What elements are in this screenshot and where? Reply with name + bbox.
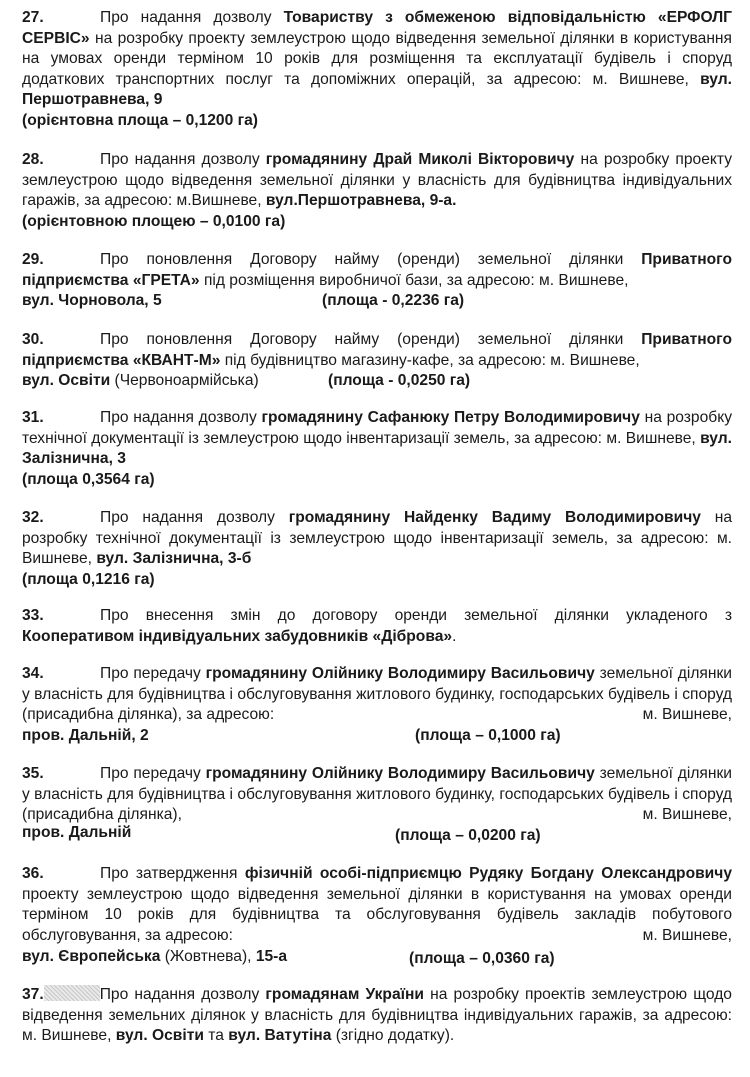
address-line: вул. Європейська (Жовтнева), 15-а (22, 948, 288, 965)
area-value: (площа - 0,2236 га) (322, 292, 465, 309)
applicant-name: фізичній особі-підприємцю Рудяку Богдану Олександровичу (244, 865, 732, 882)
item-number: 36. (22, 865, 44, 882)
applicant-name: громадянину Олійнику Володимиру Васильовичу (205, 665, 595, 682)
applicant-name: Приватного підприємства «ГРЕТА» (22, 251, 732, 289)
item-number: 31. (22, 409, 44, 426)
applicant-name: громадянину Сафанюку Петру Володимировичу (261, 409, 640, 426)
area-value: (орієнтовною площею – 0,0100 га) (22, 212, 286, 230)
area-value: (площа – 0,0360 га) (409, 950, 555, 967)
agenda-item-27 (22, 8, 732, 132)
address: пров. Дальній, 2 (22, 727, 149, 744)
area-value: (площа 0,3564 га) (22, 470, 155, 488)
item-number: 30. (22, 331, 44, 348)
item-number: 37. (22, 986, 44, 1003)
area-value: (орієнтовна площа – 0,1200 га) (22, 111, 258, 129)
address-2: вул. Ватутіна (228, 1027, 332, 1045)
city: м. Вишневе, (642, 927, 732, 944)
item-number: 34. (22, 665, 44, 682)
agenda-item-34 (22, 664, 732, 748)
area-value: (площа – 0,1000 га) (415, 727, 561, 744)
item-number: 35. (22, 765, 44, 782)
agenda-item-32 (22, 508, 732, 590)
agenda-item-37 (22, 985, 732, 1047)
agenda-item-28 (22, 150, 732, 232)
area-value: (площа 0,1216 га) (22, 570, 155, 588)
agenda-item-35 (22, 764, 732, 848)
item-paragraph: 29. Про поновлення Договору найму (оренди) земельної ділянки Приватного підприємства «ГРЕТА» під розміщення виробничої бази, за адресою: м. Вишневе, (22, 251, 732, 289)
address: вул. Першотравнева, 9 (22, 70, 732, 109)
agenda-item-33 (22, 606, 732, 647)
applicant-name: Кооперативом індивідуальних забудовників «Діброва» (22, 627, 453, 645)
area-value: (площа – 0,0200 га) (395, 827, 541, 844)
item-paragraph: 31. Про надання дозволу громадянину Сафанюку Петру Володимировичу на розробку технічної документації із землеустрою щодо інвентаризації земель, за адресою: м. Вишневе, вул. Залізнична, 3 (22, 409, 732, 468)
address: вул. Освіти (115, 1027, 204, 1045)
city: м. Вишневе, (642, 706, 732, 723)
item-number: 32. (22, 509, 44, 526)
address: вул. Залізнична, 3-б (96, 550, 252, 568)
item-paragraph: 32. Про надання дозволу громадянину Найденку Вадиму Володимировичу на розробку технічної документації із землеустрою щодо інвентаризації земель, за адресою: м. Вишневе, вул. Залізнична, 3-б (22, 509, 732, 568)
address-line: вул. Освіти (Червоноармійська) (22, 372, 259, 389)
item-paragraph: 37. Про надання дозволу громадянам України на розробку проектів землеустрою щодо відведення земельних ділянок у власність для будівництва індивідуальних гаражів, за адресою: м. Вишневе, вул. Освіти та вул. Ватутіна (згідно додатку). (22, 986, 732, 1045)
area-value: (площа - 0,0250 га) (328, 372, 471, 389)
item-paragraph: 35. Про передачу громадянину Олійнику Володимиру Васильовичу земельної ділянки у власність для будівництва і обслуговування житлового будинку, господарських будівель і споруд (присадибна ділянка), (22, 765, 733, 824)
item-paragraph: 34. Про передачу громадянину Олійнику Володимиру Васильовичу земельної ділянки у власність для будівництва і обслуговування житлового будинку, господарських будівель і споруд (присадибна ділянка), за адресою: (22, 665, 733, 724)
applicant-name: громадянину Найденку Вадиму Володимировичу (288, 509, 701, 526)
city: м. Вишневе, (642, 806, 732, 823)
agenda-item-29 (22, 250, 732, 312)
item-paragraph: 27. Про надання дозволу Товариству з обмеженою відповідальністю «ЕРФОЛГ СЕРВІС» на розробку проекту землеустрою щодо відведення земельної ділянки в користування на умовах оренди терміном 10 років для розміщення та експлуатації будівель і споруд додаткових транспортних послуг та допоміжних операцій, за адресою: м. Вишневе, вул. Першотравнева, 9 (22, 9, 732, 109)
item-paragraph: 28. Про надання дозволу громадянину Драй Миколі Вікторовичу на розробку проекту землеустрою щодо відведення земельної ділянки у власність для будівництва індивідуальних гаражів, за адресою: м.Вишневе, вул.Першотравнева, 9-а. (22, 151, 733, 210)
item-number: 27. (22, 9, 44, 26)
scan-smudge (44, 985, 100, 1001)
address: вул. Залізнична, 3 (22, 429, 732, 468)
item-number: 28. (22, 151, 44, 168)
applicant-name: громадянину Драй Миколі Вікторовичу (265, 151, 575, 168)
item-paragraph: 33. Про внесення змін до договору оренди земельної ділянки укладеного з Кооперативом індивідуальних забудовників «Діброва». (22, 607, 732, 645)
applicant-name: Приватного підприємства «КВАНТ-М» (22, 331, 732, 369)
item-paragraph: 36. Про затвердження фізичній особі-підприємцю Рудяку Богдану Олександровичу проекту землеустрою щодо відведення земельної ділянки в користування на умовах оренди терміном 10 років для будівництва та обслуговування будівель закладів побутового обслуговування, за адресою: (22, 865, 732, 944)
item-number: 33. (22, 607, 44, 624)
address: вул. Європейська (22, 948, 161, 965)
address: вул. Чорновола, 5 (22, 292, 162, 309)
applicant-name: громадянину Олійнику Володимиру Васильовичу (205, 765, 595, 782)
item-paragraph: 30. Про поновлення Договору найму (оренди) земельної ділянки Приватного підприємства «КВАНТ-М» під будівництво магазину-кафе, за адресою: м. Вишневе, (22, 331, 732, 369)
agenda-item-36 (22, 864, 732, 968)
applicant-name: громадянам України (265, 986, 425, 1003)
applicant-name: Товариству з обмеженою відповідальністю «ЕРФОЛГ СЕРВІС» (22, 9, 732, 47)
agenda-item-31 (22, 408, 732, 490)
address: вул. Освіти (22, 372, 111, 389)
address: вул.Першотравнева, 9-а. (265, 192, 457, 210)
agenda-item-30 (22, 330, 732, 392)
address: пров. Дальній (22, 824, 132, 841)
item-number: 29. (22, 251, 44, 268)
